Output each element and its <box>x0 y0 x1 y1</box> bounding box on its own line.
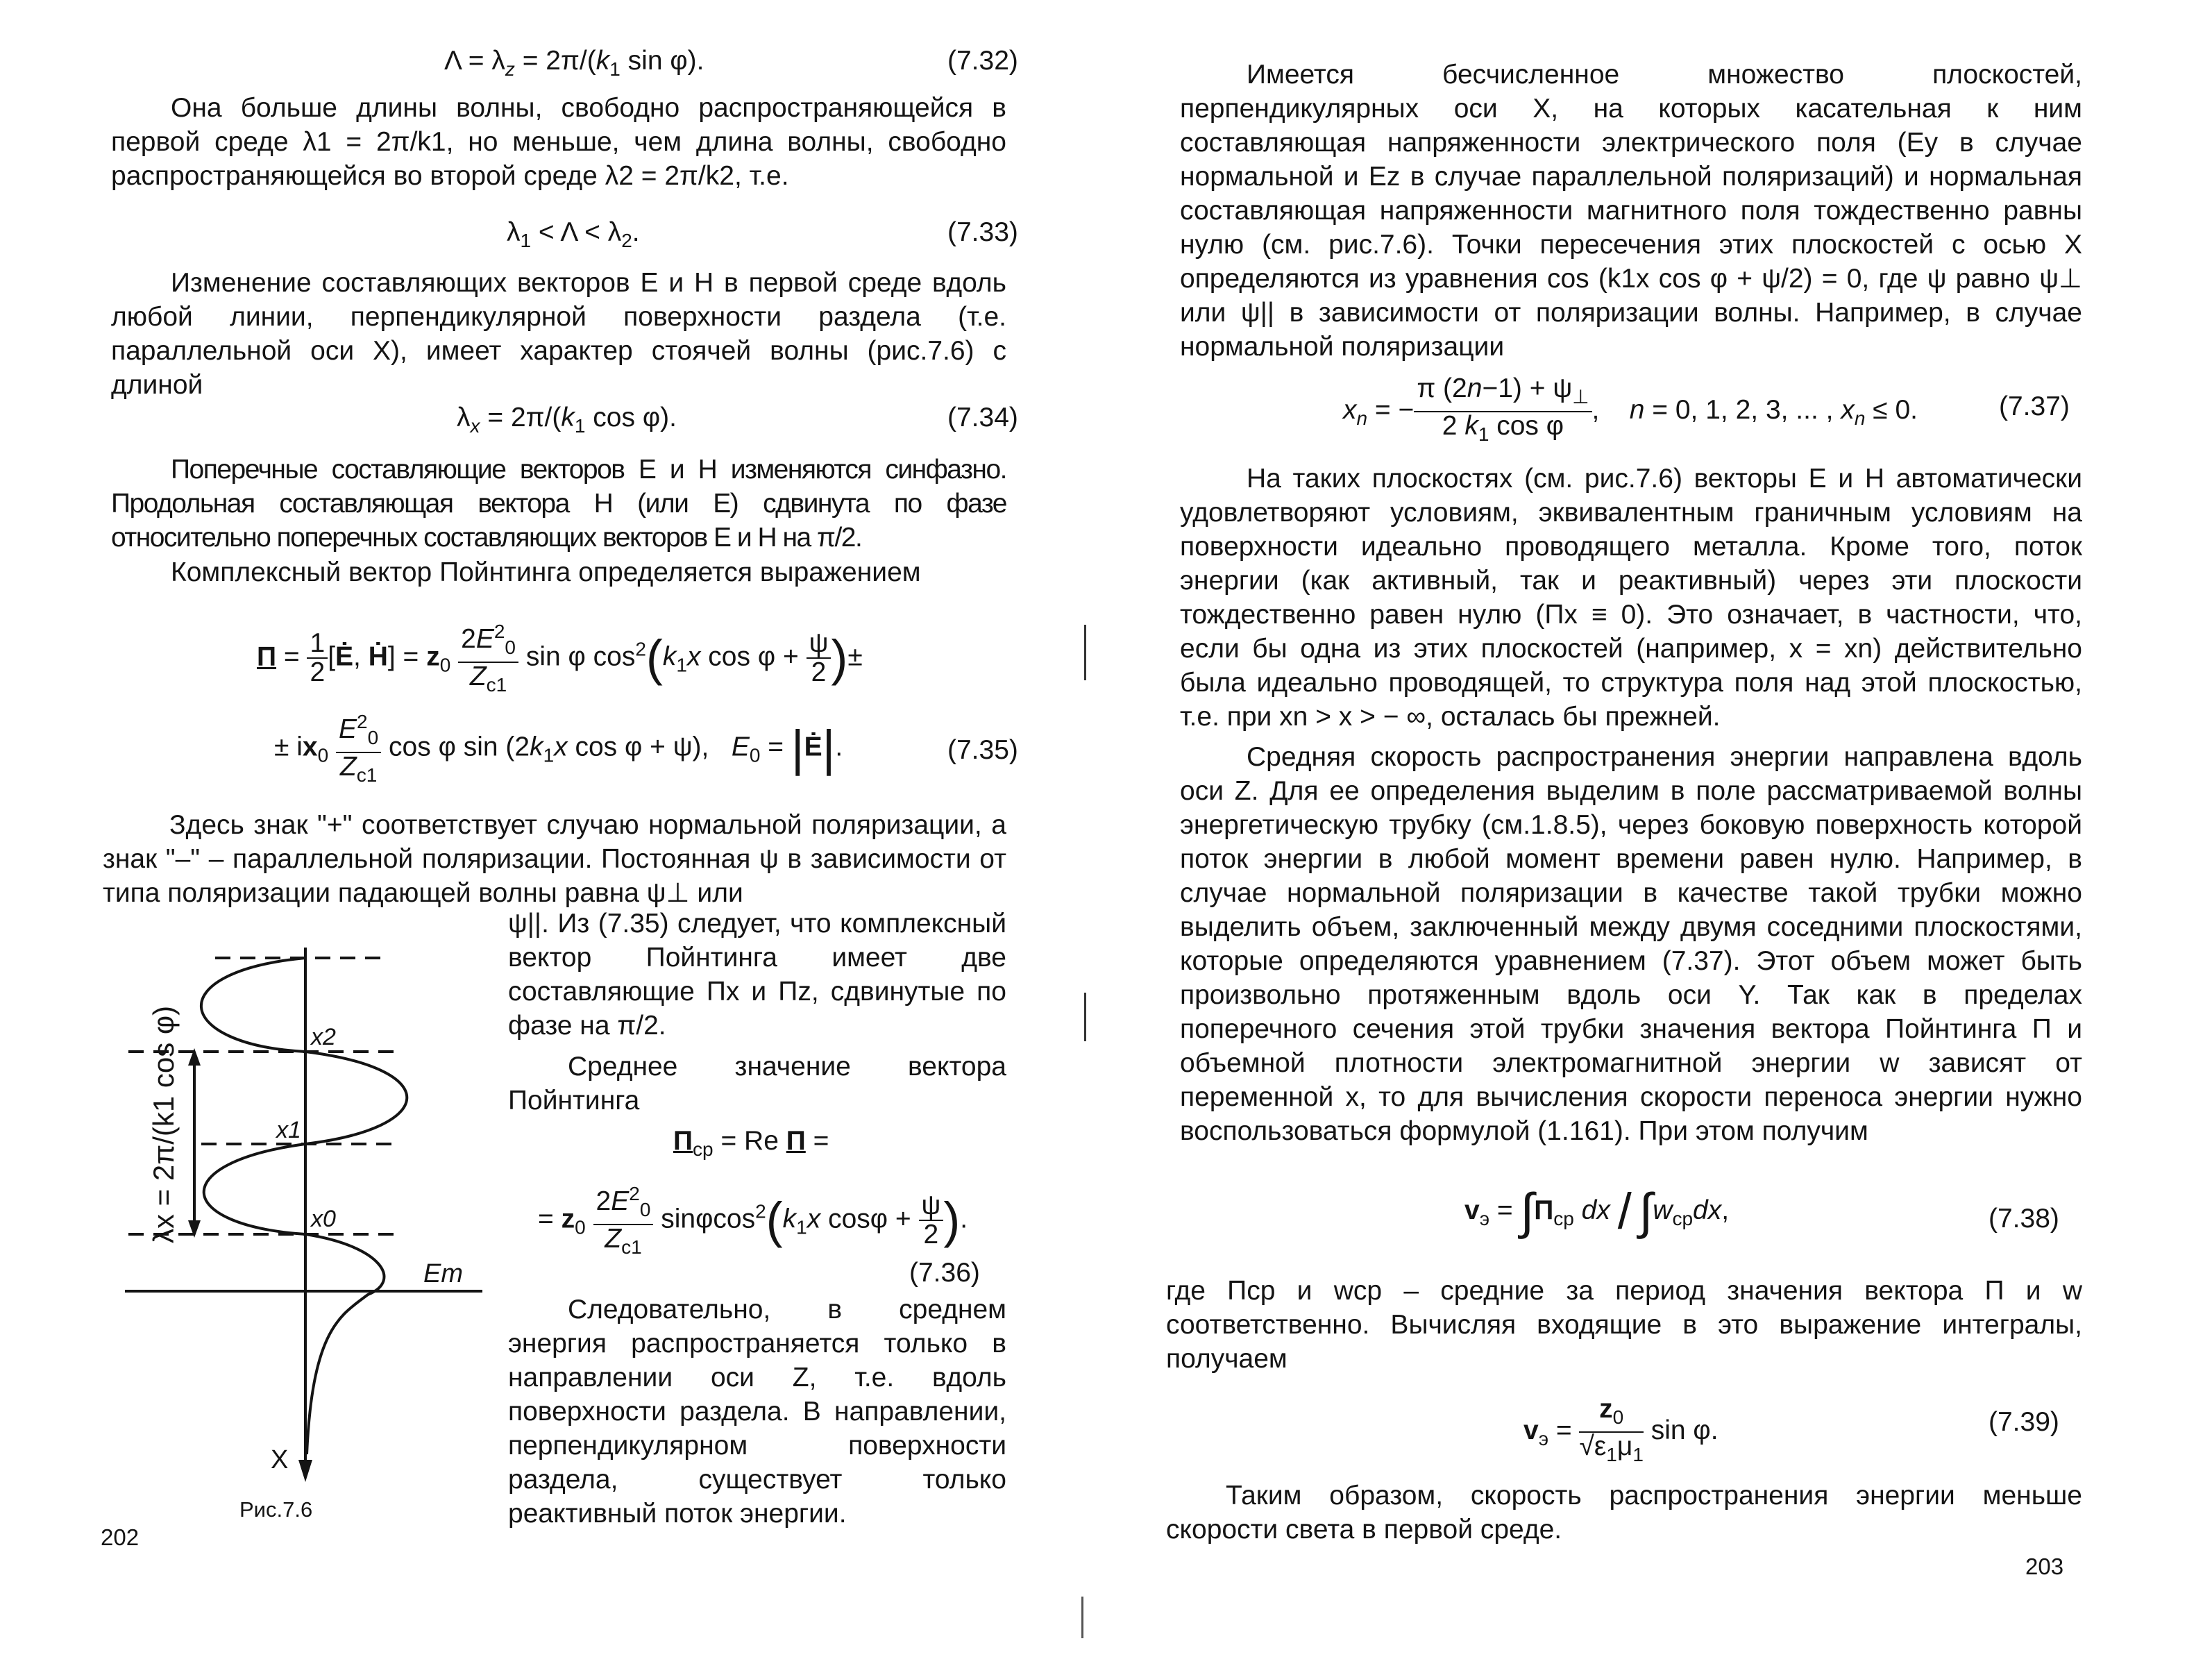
equation-number-7-39: (7.39) <box>1989 1407 2059 1437</box>
equation-number-7-32: (7.32) <box>947 46 1018 76</box>
page-number-right: 203 <box>2025 1554 2064 1579</box>
equation-7-33: $\lambda_1 < \Lambda < \lambda_2$. <box>507 217 640 251</box>
figure-caption: Рис.7.6 <box>239 1497 313 1522</box>
paragraph: Среднее значение вектора Пойнтинга <box>508 1052 1006 1116</box>
label-em: Em <box>423 1259 463 1288</box>
label-lambda: λx = 2π/(k1 cos φ) <box>147 1005 180 1243</box>
equation-7-35-line-1: П = $\frac{1}{2}$ [Ė, Ḣ] = $z_0$ $\frac{2E^2_0}{Z_{c1}}$ sin φ $\cos^2(k_1x$ cos φ + $\frac{\psi}{2}$ )± <box>257 618 863 699</box>
equation-number-7-38: (7.38) <box>1989 1204 2059 1234</box>
equation-7-32: $\Lambda = \lambda_z = 2\pi/(k_1$ sin φ). <box>444 46 704 80</box>
equation-7-34: $\lambda_x = 2\pi/(k_1$ cos φ). <box>457 403 677 437</box>
equation-7-35-line-2: ± $ix_0$ $\frac{E^2_0}{Z_{c1}}$ cos φ $\sin (2k_1x$ cos φ + ψ), $E_0$ = |Ė|. <box>274 708 843 789</box>
label-x1: x1 <box>276 1117 301 1143</box>
page-number-left: 202 <box>101 1524 140 1550</box>
label-axis-x: X <box>271 1445 289 1474</box>
paragraph: Средняя скорость распространения энергии направлена вдоль оси Z. Для ее определения выделим в поле рассматриваемой волны энергетическую трубку (см.1.8.5), через боковую поверхность которой поток энергии в любой момент времени равен нулю. Например, в случае нормальной поляризации в качестве такой трубки можно выделить объем, заключенный между двумя соседними плоскостями, которые определяются уравнением (7.37). Этот объем может быть произвольно протяженным вдоль оси Y. Так как в пределах поперечного сечения этой трубки значения вектора Пойнтинга П и объемной плотности электромагнитной энергии w зависят от переменной x, то для вычисления скорости переноса энергии нужно воспользоваться формулой (1.161). При этом получим <box>1180 742 2082 1146</box>
equation-7-39: $v_э$ = $\frac{z_0}{√\varepsilon_1\mu_1}$ sin φ. <box>1523 1394 1719 1465</box>
axis-arrow-icon <box>298 1460 312 1482</box>
equation-number-7-33: (7.33) <box>947 217 1018 247</box>
equation-number-7-35: (7.35) <box>947 735 1018 765</box>
paragraph: Поперечные составляющие векторов E и H изменяются синфазно. Продольная составляющая вектора H (или E) сдвинута по фазе относительно поперечных составляющих векторов E и H на π/2. <box>111 455 1006 553</box>
paragraph: Она больше длины волны, свободно распространяющейся в первой среде λ1 = 2π/k1, но меньше, чем длина волны, свободно распространяющейся во второй среде λ2 = 2π/k2, т.е. <box>111 93 1006 191</box>
equation-number-7-36: (7.36) <box>909 1258 980 1288</box>
paragraph: Здесь знак "+" соответствует случаю нормальной поляризации, а знак "–" – параллельной поляризации. Постоянная ψ в зависимости от типа поляризации падающей волны равна ψ⊥ или <box>103 810 1006 908</box>
paragraph: где Пср и wср – средние за период значения вектора П и w соответственно. Вычисляя входящие в это выражение интегралы, получаем <box>1166 1276 2082 1374</box>
gutter-mark <box>1081 1597 1083 1638</box>
paragraph: Имеется бесчисленное множество плоскостей, перпендикулярных оси X, на которых касательная к ним составляющая напряженности электрического поля (Ey в случае нормальной и Ez в случае параллельной поляризаций) и нормальная составляющая напряженности магнитного поля тождественно равны нулю (см. рис.7.6). Точки пересечения этих плоскостей с осью X определяются из уравнения cos (k1x cos φ + ψ/2) = 0, где ψ равно ψ⊥ или ψ|| в зависимости от поляризации волны. Например, в случае нормальной поляризации <box>1180 60 2082 362</box>
equation-number-7-34: (7.34) <box>947 403 1018 432</box>
paragraph: Следовательно, в среднем энергия распространяется только в направлении оси Z, т.е. вдоль поверхности раздела. В направлении, перпендикулярном поверхности раздела, существует только реактивный поток энергии. <box>508 1295 1006 1529</box>
paragraph: Комплексный вектор Пойнтинга определяется выражением <box>171 557 921 587</box>
gutter-mark <box>1084 993 1086 1041</box>
paragraph: Изменение составляющих векторов E и H в первой среде вдоль любой линии, перпендикулярной поверхности раздела (т.е. параллельной оси X), имеет характер стоячей волны (рис.7.6) с длиной <box>111 268 1006 400</box>
paragraph: На таких плоскостях (см. рис.7.6) векторы E и H автоматически удовлетворяют условиям, эквивалентным граничным условиям на поверхности идеально проводящего металла. Кроме того, поток энергии (как активный, так и реактивный) через эти плоскости тождественно равен нулю (Пx ≡ 0). Это означает, в частности, что, если бы одна из этих плоскостей (например, x = xn) действительно была идеально проводящей, то структура поля над этой плоскостью, т.е. при xn > x > − ∞, осталась бы прежней. <box>1180 464 2082 732</box>
label-x2: x2 <box>311 1024 336 1050</box>
label-x0: x0 <box>311 1206 336 1232</box>
gutter-mark <box>1084 625 1086 680</box>
paragraph: Таким образом, скорость распространения энергии меньше скорости света в первой среде. <box>1166 1481 2082 1545</box>
equation-7-37: $x_n$ = − $\frac{\pi (2n-1) + \psi_\perp}{2 k_1 \cos \varphi}$ , n = 0, 1, 2, 3, ... , $x_n \le 0$. <box>1343 373 1918 445</box>
figure-7-6 <box>104 941 493 1489</box>
equation-7-38: $v_э = \int П_{ср}$ dx / $\int w_{ср}dx$, <box>1464 1184 1730 1240</box>
equation-7-36-line-1: $П_{ср} = Re$ П = <box>673 1126 829 1160</box>
paragraph: ψ||. Из (7.35) следует, что комплексный вектор Пойнтинга имеет две составляющие Пx и Пz, сдвинутые по фазе на π/2. <box>508 909 1006 1041</box>
equation-7-36-line-2: = $z_0$ $\frac{2E^2_0}{Z_{c1}}$ $\sin\varphi\cos^2(k_1x$ cosφ + $\frac{\psi}{2}$ ). <box>538 1180 968 1261</box>
equation-number-7-37: (7.37) <box>1999 392 2070 421</box>
